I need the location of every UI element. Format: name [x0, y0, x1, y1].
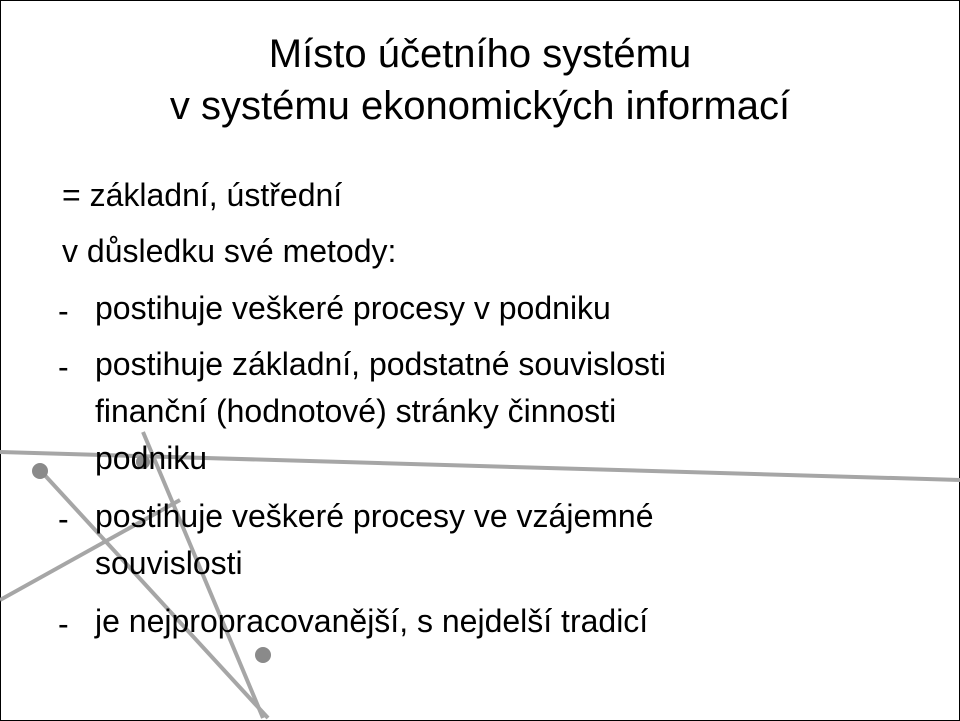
bullet-3-line-1: postihuje veškeré procesy ve vzájemné	[95, 498, 654, 534]
title-line-1: Místo účetního systému	[268, 32, 692, 76]
bullet-marker-2: -	[58, 349, 69, 385]
bullet-2-line-3: podniku	[95, 440, 208, 476]
title-line-2: v systému ekonomických informací	[169, 84, 791, 128]
bullet-marker-1: -	[58, 293, 69, 329]
intro-line-1: = základní, ústřední	[62, 177, 343, 213]
bullet-marker-3: -	[58, 501, 69, 537]
intro-line-2: v důsledku své metody:	[62, 233, 397, 269]
bullet-marker-4: -	[58, 606, 69, 642]
bullet-2-line-2: finanční (hodnotové) stránky činnosti	[95, 393, 617, 429]
bullet-4-line-1: je nejpropracovanější, s nejdelší tradicí	[95, 603, 649, 639]
bullet-1-line-1: postihuje veškeré procesy v podniku	[95, 290, 611, 326]
bullet-3-line-2: souvislosti	[95, 545, 243, 581]
bullet-2-line-1: postihuje základní, podstatné souvislosti	[95, 346, 667, 382]
